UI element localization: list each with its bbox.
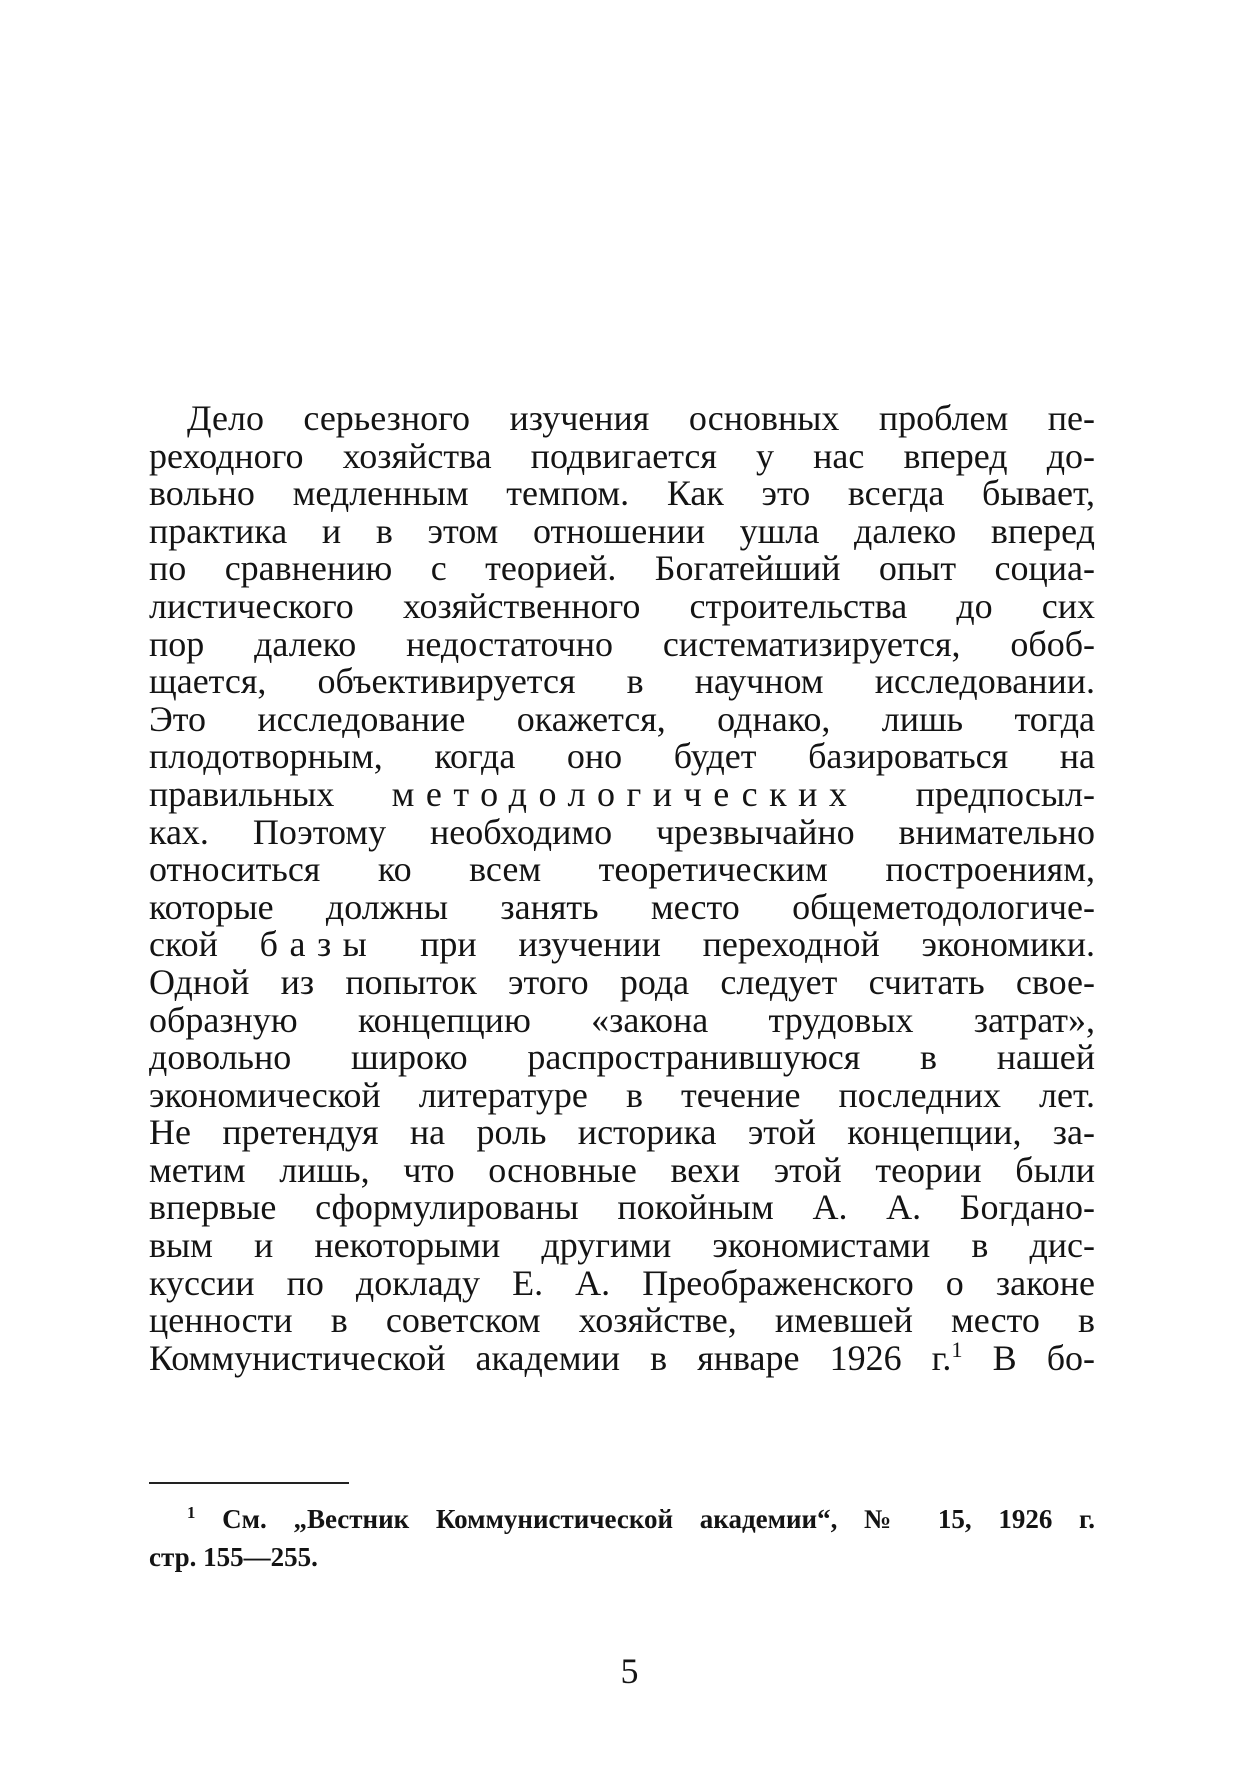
text-line: куссии по докладу Е. А. Преображенского о законе: [149, 1262, 1095, 1303]
line-segment: ской: [149, 924, 218, 965]
text-line: впервые сформулированы покойным А. А. Богдано-: [149, 1187, 1095, 1228]
text-line: по сравнению с теорией. Богатейший опыт социа-: [149, 548, 1095, 589]
text-line: ках. Поэтому необходимо чрезвычайно внимательно: [149, 811, 1095, 852]
text-line: [149, 773, 1096, 814]
text-line: [149, 926, 1095, 964]
text-line: относиться ко всем теоретическим построениям,: [149, 849, 1095, 890]
page-number: 5: [620, 1651, 639, 1691]
text-line: вольно медленным темпом. Как это всегда бывает,: [149, 473, 1095, 514]
footnote-text: См. „Вестник Коммунистической академии“, № 15, 1926 г.: [222, 1504, 1095, 1534]
emphasized-word: базы: [259, 924, 379, 965]
line-segment: В бо-: [992, 1337, 1095, 1378]
footnote-line: [149, 1500, 1095, 1538]
body-paragraph: [149, 400, 1095, 1377]
footnote: [149, 1500, 1095, 1576]
footnote-divider: [149, 1482, 349, 1484]
line-segment: Коммунистической академии в январе 1926 г.: [149, 1337, 952, 1378]
line-segment: предпосыл-: [915, 773, 1096, 814]
text-line: образную концепцию «закона трудовых затрат»,: [149, 999, 1095, 1040]
text-line: которые должны занять место общеметодологиче-: [149, 886, 1095, 927]
text-line: плодотворным, когда оно будет базироваться на: [149, 736, 1095, 777]
text-line: Одной из попыток этого рода следует считать свое-: [149, 961, 1095, 1002]
text-line: вым и некоторыми другими экономистами в дис-: [149, 1225, 1095, 1266]
text-line: [149, 1336, 1095, 1378]
text-line: реходного хозяйства подвигается у нас вперед до-: [149, 435, 1095, 476]
footnote-marker: 1: [187, 1503, 196, 1522]
text-line: Это исследование окажется, однако, лишь тогда: [149, 698, 1095, 739]
text-line: листического хозяйственного строительства до сих: [149, 585, 1095, 626]
text-line: практика и в этом отношении ушла далеко вперед: [149, 510, 1095, 551]
text-line: метим лишь, что основные вехи этой теории были: [149, 1149, 1095, 1190]
text-line: ценности в советском хозяйстве, имевшей место в: [149, 1300, 1095, 1341]
line-segment: при изучении переходной экономики.: [420, 924, 1096, 965]
text-line: щается, объективируется в научном исследовании.: [149, 661, 1095, 702]
text-line: довольно широко распространившуюся в нашей: [149, 1037, 1095, 1078]
text-line: экономической литературе в течение последних лет.: [149, 1074, 1095, 1115]
text-line: Не претендуя на роль историка этой концепции, за-: [149, 1112, 1095, 1153]
emphasized-word: методологических: [391, 773, 859, 814]
text-line: пор далеко недостаточно систематизируется, обоб-: [149, 623, 1095, 664]
footnote-line: стр. 155—255.: [149, 1542, 318, 1572]
footnote-reference: 1: [951, 1336, 963, 1362]
line-segment: правильных: [149, 773, 335, 814]
text-line: Дело серьезного изучения основных проблем пе-: [187, 398, 1095, 438]
